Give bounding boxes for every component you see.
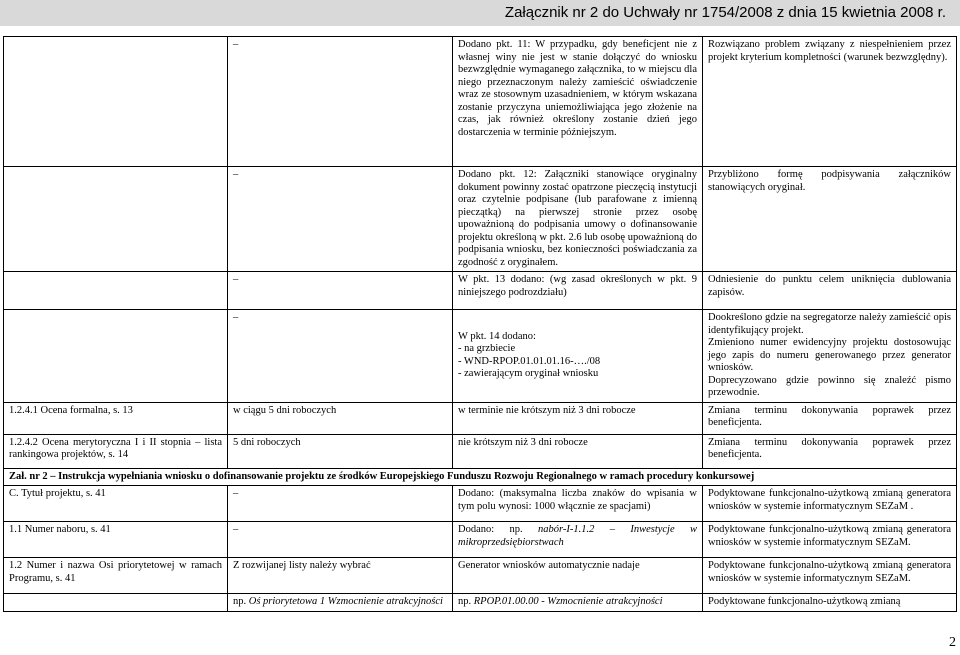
justification-cell: Podyktowane funkcjonalno-użytkową zmianą generatora wniosków w systemie informatycznym SEZaM .	[703, 486, 957, 522]
new-text-cell: Dodano pkt. 12: Załączniki stanowiące oryginalny dokument powinny zostać opatrzone pieczęcią instytucji oraz czytelnie podpisane (lub parafowane z imienną pieczątką) na pierwszej stronie przez osobę upoważnioną do podpisania umowy o dofinansowanie projektu określoną w pkt. 2.6 lub osobę upoważnioną do podpisania wniosku, bez konieczności poświadczania za zgodność z oryginałem.	[453, 167, 703, 272]
old-text-cell: –	[228, 167, 453, 272]
justification-cell: Odniesienie do punktu celem uniknięcia dublowania zapisów.	[703, 272, 957, 310]
text-line: Dookreślono gdzie na segregatorze należy zamieścić opis identyfikujący projekt.	[708, 312, 951, 336]
section-cell: 1.2.4.2 Ocena merytoryczna I i II stopnia – lista rankingowa projektów, s. 14	[4, 434, 228, 468]
text-line: - zawierającym oryginał wniosku	[458, 368, 599, 380]
text-line: Doprecyzowano gdzie powinno się znaleźć pismo przewodnie.	[708, 374, 951, 398]
justification-cell: Podyktowane funkcjonalno-użytkową zmianą	[703, 594, 957, 612]
table-row	[4, 37, 957, 167]
table-row	[4, 486, 957, 522]
text-prefix: np.	[458, 596, 472, 607]
section-cell: C. Tytuł projektu, s. 41	[4, 486, 228, 522]
table-row	[4, 402, 957, 434]
justification-cell: Podyktowane funkcjonalno-użytkową zmianą generatora wniosków w systemie informatycznym SEZaM.	[703, 522, 957, 558]
justification-cell: Zmiana terminu dokonywania poprawek przez beneficjenta.	[703, 434, 957, 468]
new-text-cell	[453, 522, 703, 558]
old-text-cell: –	[228, 522, 453, 558]
section-cell	[4, 167, 228, 272]
section-cell	[4, 272, 228, 310]
text-line: - na grzbiecie	[458, 343, 516, 355]
justification-cell: Przybliżono formę podpisywania załączników stanowiących oryginał.	[703, 167, 957, 272]
old-text-cell: Z rozwijanej listy należy wybrać	[228, 558, 453, 594]
section-cell	[4, 310, 228, 403]
new-text-cell: Dodano pkt. 11: W przypadku, gdy beneficjent nie z własnej winy nie jest w stanie dołączyć do wniosku bezwzględnie wymaganego załącznika, to w miejscu dla niego przeznaczonym należy zamieścić oświadczenie wraz ze stosownym uzasadnieniem, w którym wskazana zostanie przyczyna uniemożliwiająca jego złożenie na czas, jak również określony zostanie dzień jego dostarczenia w terminie późniejszym.	[453, 37, 703, 167]
new-text-cell	[453, 594, 703, 612]
table-row	[4, 522, 957, 558]
old-text-cell: 5 dni roboczych	[228, 434, 453, 468]
justification-cell: Podyktowane funkcjonalno-użytkową zmianą generatora wniosków w systemie informatycznym SEZaM.	[703, 558, 957, 594]
text-line: Zmieniono numer ewidencyjny projektu dostosowując jego zapis do numeru generowanego przez generator wniosków.	[708, 337, 951, 373]
justification-cell: Zmiana terminu dokonywania poprawek przez beneficjenta.	[703, 402, 957, 434]
table-row	[4, 167, 957, 272]
changes-table	[3, 36, 957, 612]
old-text-cell: –	[228, 272, 453, 310]
header-title: Załącznik nr 2 do Uchwały nr 1754/2008 z dnia 15 kwietnia 2008 r.	[504, 4, 946, 21]
section-cell: 1.2 Numer i nazwa Osi priorytetowej w ramach Programu, s. 41	[4, 558, 228, 594]
section-cell	[4, 594, 228, 612]
table-row	[4, 558, 957, 594]
table-row	[4, 310, 957, 403]
justification-cell	[703, 310, 957, 403]
table-row	[4, 594, 957, 612]
old-text-cell: w ciągu 5 dni roboczych	[228, 402, 453, 434]
table-row	[4, 272, 957, 310]
text-line: W pkt. 14 dodano:	[458, 330, 536, 342]
section-title: Zał. nr 2 – Instrukcja wypełniania wniosku o dofinansowanie projektu ze środków Europejskiego Funduszu Rozwoju Regionalnego w ramach procedury konkursowej	[4, 468, 957, 486]
new-text-cell: Generator wniosków automatycznie nadaje	[453, 558, 703, 594]
document-header	[0, 0, 960, 26]
old-text-cell: –	[228, 37, 453, 167]
old-text-cell: –	[228, 310, 453, 403]
text-prefix: Dodano: np.	[458, 524, 523, 535]
text-prefix: np.	[233, 596, 247, 607]
old-text-cell	[228, 594, 453, 612]
section-row	[4, 468, 957, 486]
new-text-cell: W pkt. 13 dodano: (wg zasad określonych w pkt. 9 niniejszego podrozdziału)	[453, 272, 703, 310]
new-text-cell: Dodano: (maksymalna liczba znaków do wpisania w tym polu wynosi: 1000 włącznie ze spacjami)	[453, 486, 703, 522]
justification-cell: Rozwiązano problem związany z niespełnieniem przez projekt kryterium kompletności (warunek bezwzględny).	[703, 37, 957, 167]
text-italic: nabór-I-1.1.2 – Inwestycje w mikroprzedsiębiorstwach	[458, 524, 697, 548]
new-text-cell	[453, 310, 703, 403]
table-row	[4, 434, 957, 468]
text-line: - WND-RPOP.01.01.01.16-…./08	[458, 355, 601, 367]
text-italic: Oś priorytetowa 1 Wzmocnienie atrakcyjności	[248, 596, 443, 607]
section-cell	[4, 37, 228, 167]
page-number: 2	[949, 635, 956, 650]
text-italic: RPOP.01.00.00 - Wzmocnienie atrakcyjności	[473, 596, 663, 607]
section-cell: 1.1 Numer naboru, s. 41	[4, 522, 228, 558]
new-text-cell: nie krótszym niż 3 dni robocze	[453, 434, 703, 468]
old-text-cell: –	[228, 486, 453, 522]
section-cell: 1.2.4.1 Ocena formalna, s. 13	[4, 402, 228, 434]
new-text-cell: w terminie nie krótszym niż 3 dni robocze	[453, 402, 703, 434]
